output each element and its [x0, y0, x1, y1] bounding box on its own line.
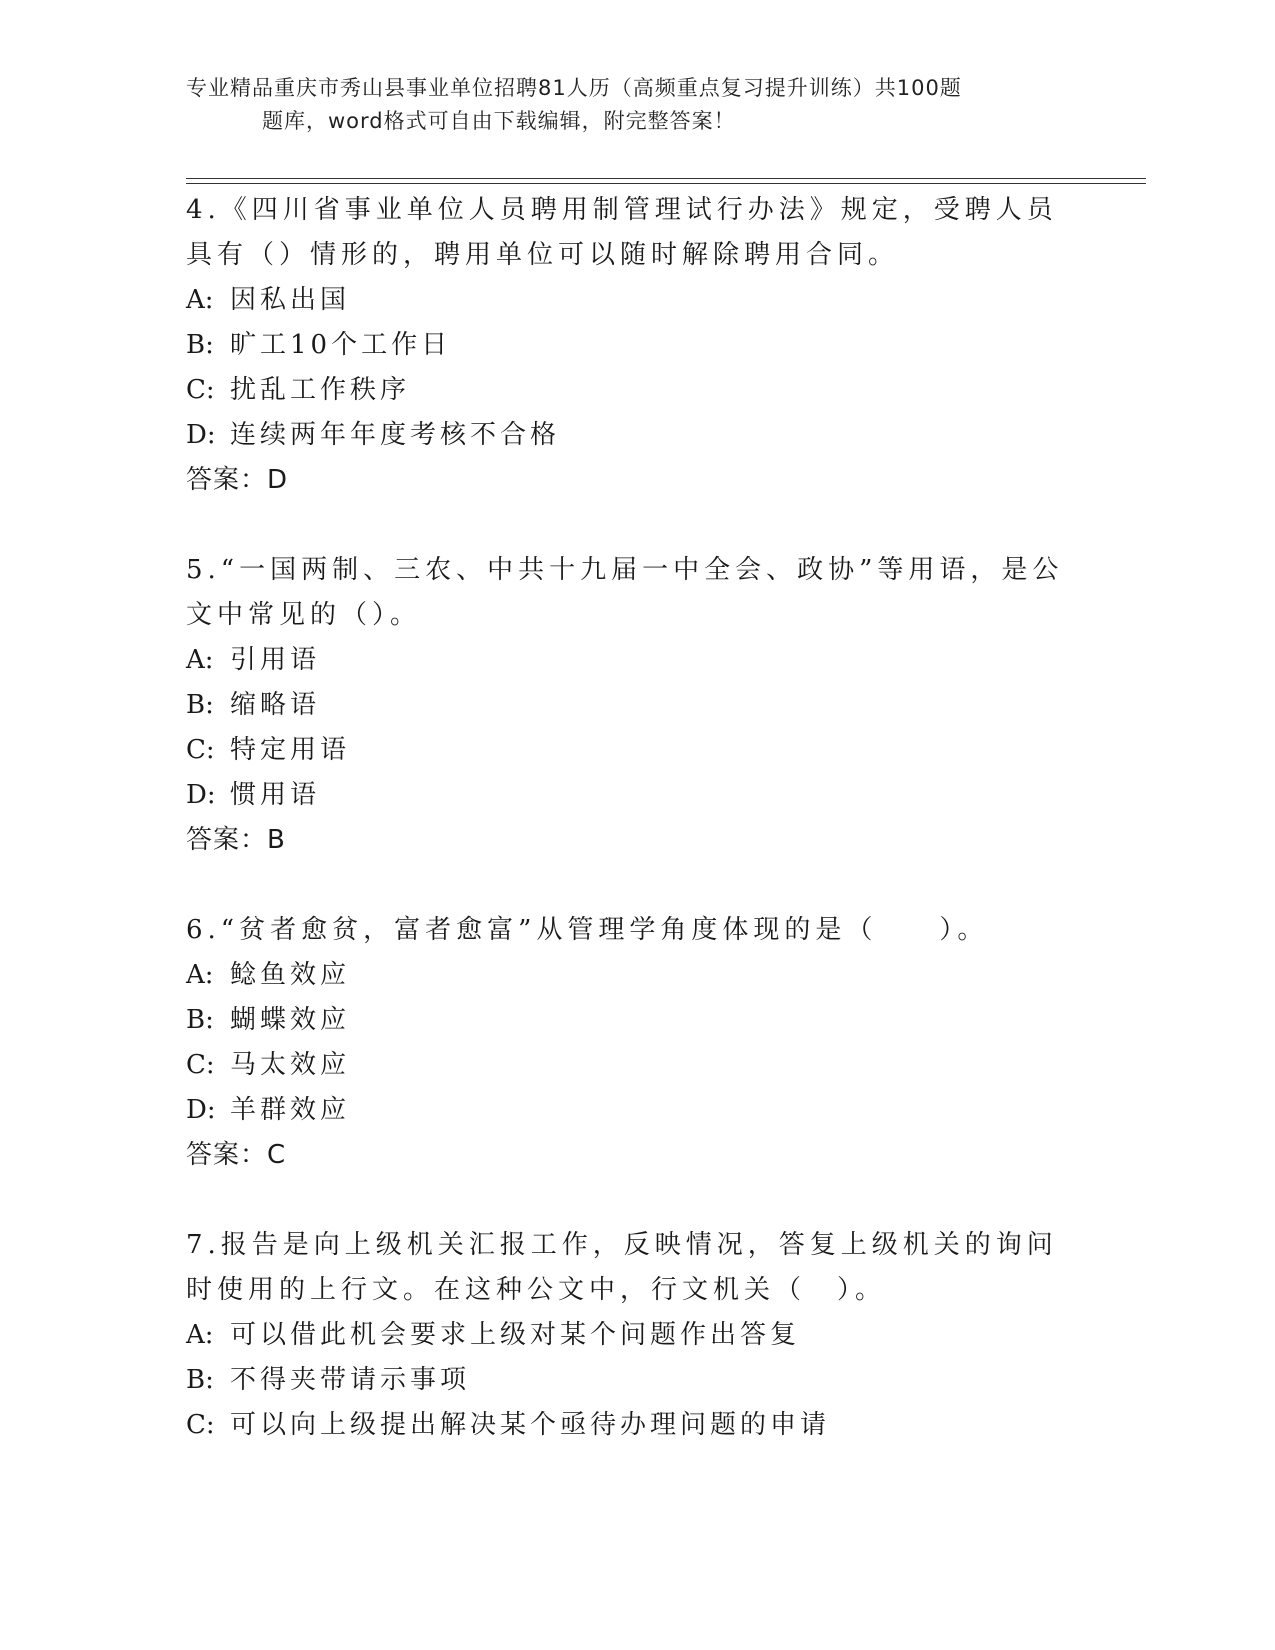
question-7: [186, 1223, 1086, 1448]
option-text: 特定用语: [230, 735, 351, 765]
option-b: [186, 683, 1086, 728]
option-letter: C:: [186, 375, 215, 405]
option-c: [186, 1403, 1086, 1448]
option-text: 连续两年年度考核不合格: [230, 420, 561, 450]
option-b: [186, 998, 1086, 1043]
option-letter: A:: [186, 285, 214, 315]
answer-line: 答案：B: [186, 825, 286, 855]
option-letter: D:: [186, 780, 216, 810]
option-c: [186, 728, 1086, 773]
question-text: 4.《四川省事业单位人员聘用制管理试行办法》规定，受聘人员具有（）情形的，聘用单位可以随时解除聘用合同。: [186, 195, 1058, 270]
option-letter: C:: [186, 1050, 215, 1080]
option-letter: C:: [186, 735, 215, 765]
option-letter: B:: [186, 690, 214, 720]
option-b: [186, 1358, 1086, 1403]
header-title-line2: 题库，word格式可自由下载编辑，附完整答案！: [262, 109, 736, 133]
option-text: 羊群效应: [230, 1095, 351, 1125]
option-text: 引用语: [230, 645, 321, 675]
option-a: [186, 278, 1086, 323]
option-d: [186, 1088, 1086, 1133]
option-c: [186, 368, 1086, 413]
option-a: [186, 953, 1086, 998]
question-6: [186, 908, 1086, 1178]
option-text: 可以借此机会要求上级对某个问题作出答复: [230, 1320, 801, 1350]
option-letter: D:: [186, 1095, 216, 1125]
answer-line: 答案：D: [186, 465, 289, 495]
header-divider-bottom: [186, 183, 1146, 184]
header-divider-top: [186, 178, 1146, 179]
option-d: [186, 413, 1086, 458]
option-text: 蝴蝶效应: [230, 1005, 351, 1035]
document-header: [186, 72, 1086, 138]
option-text: 扰乱工作秩序: [230, 375, 411, 405]
option-c: [186, 1043, 1086, 1088]
option-text: 马太效应: [230, 1050, 351, 1080]
option-text: 不得夹带请示事项: [230, 1365, 471, 1395]
option-d: [186, 773, 1086, 818]
question-text: 7.报告是向上级机关汇报工作，反映情况，答复上级机关的询问时使用的上行文。在这种公文中，行文机关（ ）。: [186, 1230, 1058, 1305]
option-letter: B:: [186, 330, 214, 360]
option-a: [186, 1313, 1086, 1358]
question-list: [186, 188, 1086, 1493]
option-a: [186, 638, 1086, 683]
option-text: 旷工10个工作日: [230, 330, 452, 360]
option-text: 惯用语: [230, 780, 321, 810]
question-4: [186, 188, 1086, 503]
option-letter: B:: [186, 1005, 214, 1035]
option-b: [186, 323, 1086, 368]
option-text: 可以向上级提出解决某个亟待办理问题的申请: [230, 1410, 831, 1440]
option-letter: A:: [186, 960, 214, 990]
answer-line: 答案：C: [186, 1140, 287, 1170]
header-title-line1: 专业精品重庆市秀山县事业单位招聘81人历（高频重点复习提升训练）共100题: [186, 76, 962, 100]
option-letter: A:: [186, 645, 214, 675]
option-letter: C:: [186, 1410, 215, 1440]
question-5: [186, 548, 1086, 863]
option-text: 因私出国: [230, 285, 351, 315]
option-letter: B:: [186, 1365, 214, 1395]
question-text: 6.“贫者愈贫，富者愈富”从管理学角度体现的是（ ）。: [186, 915, 989, 945]
option-text: 缩略语: [230, 690, 321, 720]
option-letter: A:: [186, 1320, 214, 1350]
option-letter: D:: [186, 420, 216, 450]
option-text: 鲶鱼效应: [230, 960, 351, 990]
question-text: 5.“一国两制、三农、中共十九届一中全会、政协”等用语，是公文中常见的（）。: [186, 555, 1064, 630]
